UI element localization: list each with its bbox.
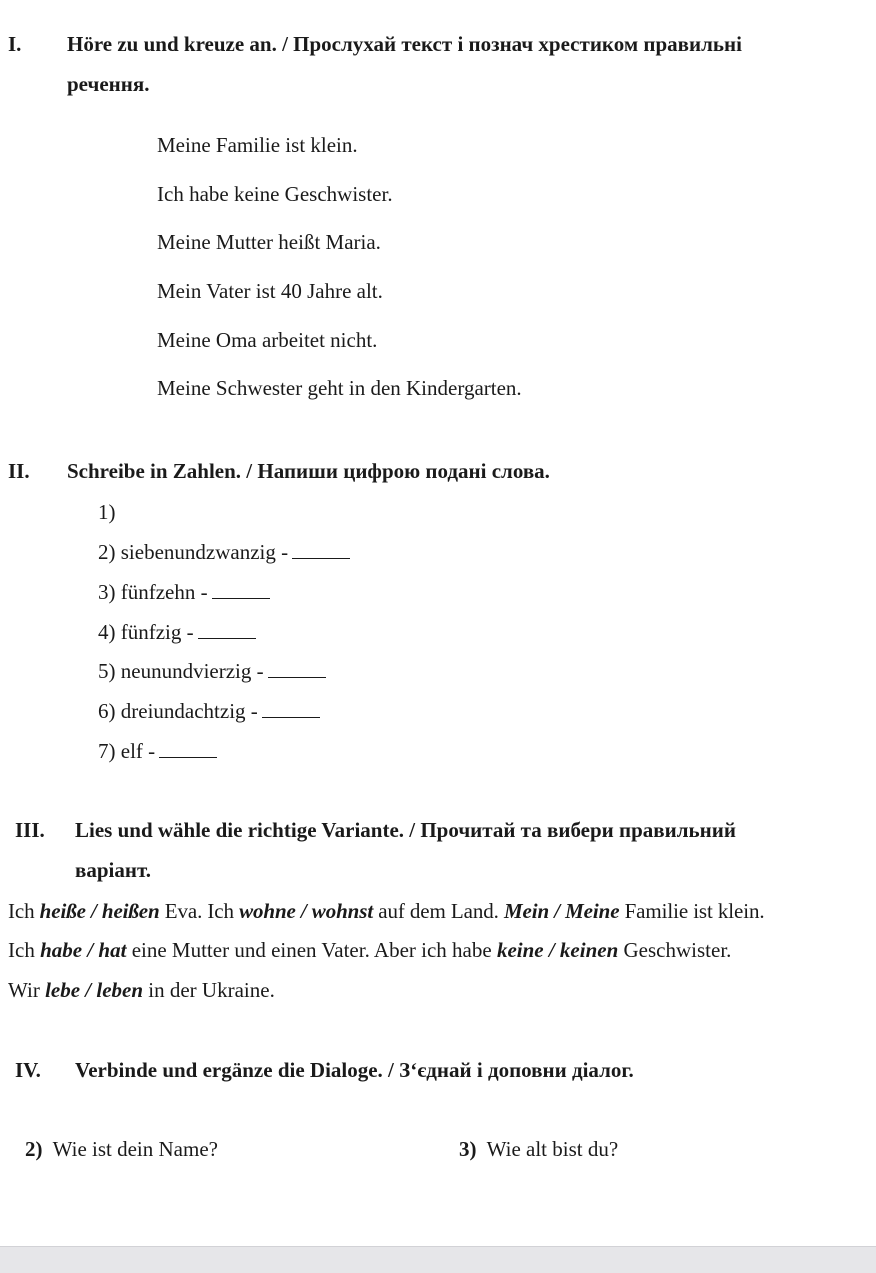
choice-line-1 bbox=[8, 899, 765, 924]
sentence-4: Mein Vater ist 40 Jahre alt. bbox=[157, 279, 383, 303]
text-fragment: Geschwister. bbox=[618, 938, 732, 962]
dialog-text: Wie alt bist du? bbox=[486, 1137, 619, 1161]
choice-option[interactable]: Mein / Meine bbox=[503, 899, 620, 923]
section-1-heading-line2: речення. bbox=[67, 72, 150, 96]
number-item-6 bbox=[98, 699, 320, 724]
page-bottom-edge bbox=[0, 1246, 876, 1273]
item-number: 5) bbox=[98, 659, 116, 683]
choice-option[interactable]: keine / keinen bbox=[496, 938, 619, 962]
section-1-heading-line1: Höre zu und kreuze an. / Прослухай текст і познач хрестиком правильні bbox=[67, 32, 742, 56]
section-4-number: IV. bbox=[15, 1058, 41, 1082]
item-number: 7) bbox=[98, 739, 116, 763]
section-1-number: I. bbox=[8, 32, 22, 56]
choice-option[interactable]: habe / hat bbox=[40, 938, 127, 962]
answer-blank[interactable] bbox=[212, 582, 270, 599]
sentence-6: Meine Schwester geht in den Kindergarten. bbox=[157, 376, 522, 400]
item-word: siebenundzwanzig - bbox=[120, 540, 289, 564]
dialog-number: 3) bbox=[459, 1137, 477, 1161]
number-item-4 bbox=[98, 620, 256, 645]
text-fragment: Ich bbox=[8, 899, 40, 923]
answer-blank[interactable] bbox=[262, 701, 320, 718]
number-item-1 bbox=[98, 500, 116, 525]
number-item-7 bbox=[98, 739, 217, 764]
section-3-number: III. bbox=[15, 818, 45, 842]
answer-blank[interactable] bbox=[268, 661, 326, 678]
item-word: fünfzehn - bbox=[120, 580, 208, 604]
answer-blank[interactable] bbox=[198, 622, 256, 639]
number-item-2 bbox=[98, 540, 350, 565]
item-word: fünfzig - bbox=[120, 620, 194, 644]
item-number: 6) bbox=[98, 699, 116, 723]
dialog-text: Wie ist dein Name? bbox=[52, 1137, 218, 1161]
item-word: dreiundachtzig - bbox=[120, 699, 258, 723]
item-word: elf - bbox=[120, 739, 156, 763]
dialog-number: 2) bbox=[25, 1137, 43, 1161]
dialog-question-right bbox=[459, 1137, 618, 1162]
choice-line-3 bbox=[8, 978, 275, 1003]
number-item-3 bbox=[98, 580, 270, 605]
choice-option[interactable]: lebe / leben bbox=[45, 978, 144, 1002]
choice-option[interactable]: heiße / heißen bbox=[39, 899, 160, 923]
item-number: 3) bbox=[98, 580, 116, 604]
section-3-heading-line1: Lies und wähle die richtige Variante. / Прочитай та вибери правильний bbox=[75, 818, 736, 842]
sentence-5: Meine Oma arbeitet nicht. bbox=[157, 328, 378, 352]
text-fragment: auf dem Land. bbox=[373, 899, 504, 923]
item-number: 1) bbox=[98, 500, 116, 524]
text-fragment: in der Ukraine. bbox=[143, 978, 275, 1002]
text-fragment: Familie ist klein. bbox=[619, 899, 765, 923]
section-3-heading-line2: варіант. bbox=[75, 858, 151, 882]
text-fragment: Eva. Ich bbox=[159, 899, 240, 923]
item-word: neunundvierzig - bbox=[120, 659, 264, 683]
sentence-2: Ich habe keine Geschwister. bbox=[157, 182, 393, 206]
answer-blank[interactable] bbox=[292, 542, 350, 559]
section-2-heading: Schreibe in Zahlen. / Напиши цифрою подані слова. bbox=[67, 459, 550, 483]
number-item-5 bbox=[98, 659, 326, 684]
section-4-heading: Verbinde und ergänze die Dialoge. / З‘єднай і доповни діалог. bbox=[75, 1058, 634, 1082]
text-fragment: Wir bbox=[8, 978, 46, 1002]
text-fragment: eine Mutter und einen Vater. Aber ich habe bbox=[126, 938, 497, 962]
item-number: 2) bbox=[98, 540, 116, 564]
section-2-number: II. bbox=[8, 459, 30, 483]
answer-blank[interactable] bbox=[159, 741, 217, 758]
sentence-3: Meine Mutter heißt Maria. bbox=[157, 230, 381, 254]
item-number: 4) bbox=[98, 620, 116, 644]
sentence-1: Meine Familie ist klein. bbox=[157, 133, 358, 157]
choice-option[interactable]: wohne / wohnst bbox=[239, 899, 374, 923]
dialog-question-left bbox=[25, 1137, 218, 1162]
choice-line-2 bbox=[8, 938, 731, 963]
text-fragment: Ich bbox=[8, 938, 41, 962]
